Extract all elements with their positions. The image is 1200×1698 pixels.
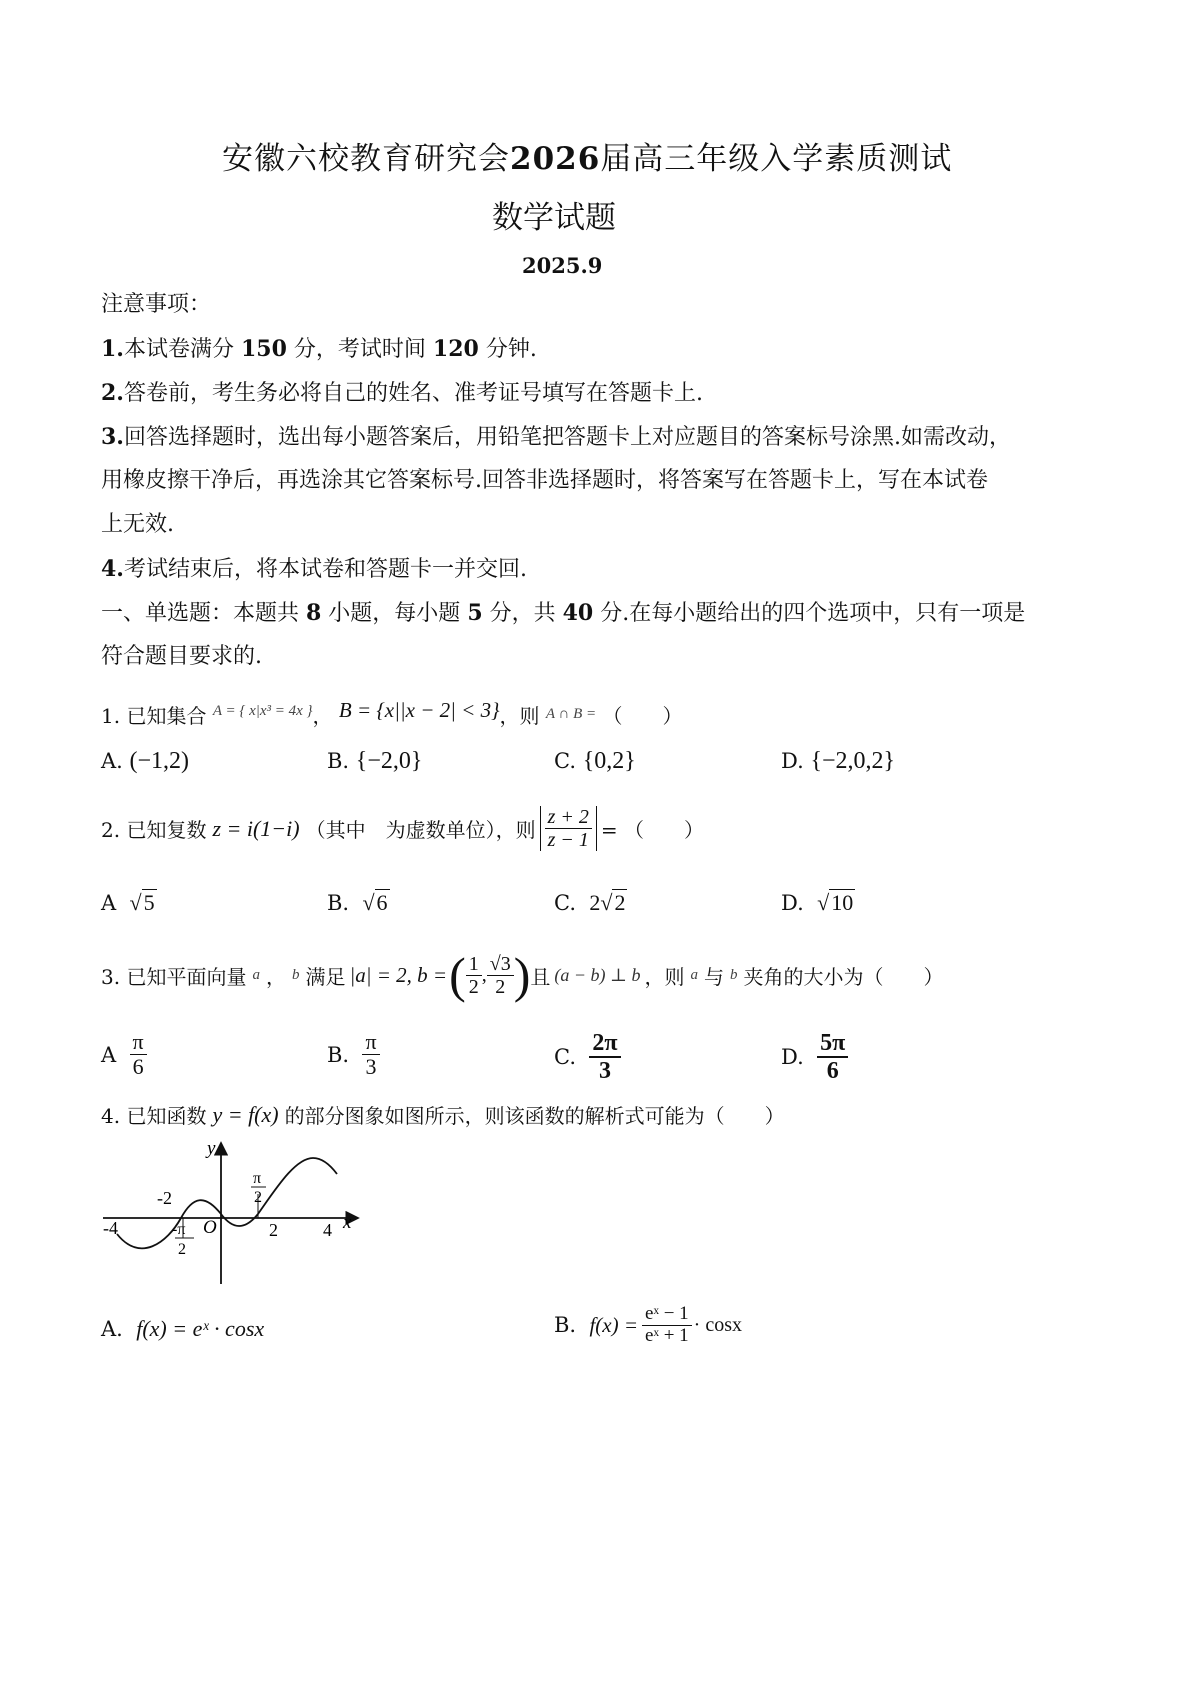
- notice-item-4: [101, 547, 527, 592]
- q3-paren-right: ): [513, 947, 531, 1003]
- tick-label-pi: π: [253, 1170, 262, 1187]
- q3-ask: 夹角的大小为（ ）: [743, 964, 944, 989]
- q3-option-a: [101, 1030, 147, 1079]
- q3-vec-y-den: 2: [495, 975, 506, 998]
- q2-frac-den: z − 1: [547, 829, 589, 851]
- q4-stem: 4. 已知函数: [101, 1104, 207, 1128]
- q1-set-a: A = { x|x³ = 4x }: [212, 703, 313, 719]
- option-label: D.: [781, 891, 804, 915]
- notice-heading: 注意事项：: [101, 292, 212, 317]
- notice-item-1: [101, 327, 537, 372]
- section-text: 一、单选题：本题共: [101, 601, 306, 626]
- q3-vec-y-num: √3: [487, 953, 514, 976]
- notice-text: 回答选择题时，选出每小题答案后，用铅笔把答题卡上对应题目的答案标号涂黑.如需改动，: [123, 425, 1011, 450]
- notice-item-2: [101, 371, 703, 416]
- option-label: C.: [554, 891, 576, 915]
- q2-option-b: B. √6: [327, 890, 388, 915]
- tick-label-2: 2: [269, 1220, 278, 1240]
- tick-label-4: 4: [323, 1220, 332, 1240]
- option-coef: 2: [589, 890, 601, 915]
- exam-date: 2025.9: [522, 253, 603, 278]
- option-label: C.: [554, 749, 576, 773]
- question-1: 1. 已知集合 $^{A = \{ x|x^3 = 4x \}}$， B = {x||x − 2| < 3}，则 $^{A \cap B =}$ （ ）: [101, 698, 683, 728]
- option-den: 6: [817, 1056, 848, 1084]
- exam-title: [222, 133, 952, 178]
- notice-text: 本试卷满分: [123, 337, 241, 362]
- q4-fn: y = f(x): [212, 1101, 279, 1127]
- q3-vec-b: b: [291, 966, 300, 983]
- section-text: 小题，每小题: [321, 601, 468, 626]
- axis-label-x: x: [343, 1212, 352, 1233]
- option-label: A: [101, 891, 117, 915]
- notice-num: 2.: [101, 380, 124, 406]
- q3-with: 与: [703, 964, 724, 989]
- option-value: {−2,0,2}: [810, 748, 896, 774]
- tick-label-neg2: -2: [157, 1188, 172, 1208]
- q4-rest: 的部分图象如图所示，则该函数的解析式可能为（ ）: [284, 1104, 785, 1128]
- option-rhs: · cosx: [693, 1313, 742, 1336]
- option-lhs: f(x) =: [589, 1312, 639, 1337]
- option-label: A.: [101, 749, 123, 773]
- notice-num: 3.: [101, 424, 124, 450]
- option-label: C.: [554, 1045, 576, 1070]
- option-label: A.: [101, 1317, 123, 1341]
- notice-text: 分钟.: [478, 337, 537, 362]
- option-label: B.: [327, 749, 350, 773]
- notice-item-3-line3: 上无效.: [101, 512, 174, 537]
- axis-label-y: y: [207, 1138, 216, 1159]
- q3-option-d: [781, 1030, 848, 1085]
- option-value: {0,2}: [582, 748, 636, 774]
- option-label: B.: [327, 891, 350, 915]
- q3-option-b: [327, 1030, 380, 1079]
- tick-label-neg4: -4: [103, 1218, 118, 1238]
- option-num: eˣ − 1: [642, 1304, 692, 1326]
- option-value: f(x) = eˣ · cosx: [136, 1316, 265, 1341]
- section-text: 分，共: [482, 601, 563, 626]
- q4-option-a: [101, 1316, 264, 1342]
- title-grade: 届高三年级入学素质测试: [600, 141, 953, 177]
- option-num: 5π: [820, 1030, 846, 1056]
- tick-label-neg-pi-den: 2: [178, 1241, 186, 1258]
- option-value: 6: [376, 890, 388, 915]
- title-school: 安徽六校教育研究会: [222, 141, 510, 177]
- notice-item-3-line2: 用橡皮擦干净后，再选涂其它答案标号.回答非选择题时，将答案写在答题卡上，写在本试卷: [101, 468, 988, 493]
- q2-frac-num: z + 2: [545, 806, 592, 829]
- option-label: A: [101, 1042, 117, 1067]
- q3-option-c: [554, 1030, 621, 1085]
- option-den: eˣ + 1: [645, 1324, 689, 1346]
- notice-score: 150: [240, 336, 287, 362]
- notice-text: 答卷前，考生务必将自己的姓名、准考证号填写在答题卡上.: [123, 381, 703, 406]
- section-total: 40: [562, 600, 594, 626]
- section-text: 分.在每小题给出的四个选项中，只有一项是: [593, 601, 1026, 626]
- option-value: (−1,2): [129, 748, 190, 774]
- tick-label-neg-pi: -π: [172, 1221, 186, 1238]
- q2-eq: = （ ）: [600, 818, 704, 842]
- q2-option-a: A √5: [101, 890, 155, 915]
- q3-vec-b2: b: [729, 966, 738, 983]
- option-den: 3: [589, 1056, 620, 1084]
- q1-set-b: B = {x||x − 2| < 3}: [338, 698, 500, 722]
- q3-perp: (a − b) ⊥ b: [554, 964, 641, 985]
- q1-stem: 1. 已知集合: [101, 704, 207, 728]
- q3-cond: |a| = 2, b =: [349, 962, 448, 987]
- q1-option-c: [554, 748, 636, 775]
- option-den: 3: [362, 1054, 379, 1079]
- option-label: B.: [554, 1313, 577, 1338]
- option-value: 5: [143, 890, 155, 915]
- q1-option-a: [101, 748, 189, 775]
- q1-paren: （ ）: [602, 704, 683, 728]
- question-2: [101, 806, 704, 851]
- option-num: π: [132, 1029, 144, 1054]
- q2-option-c: C. 2√2: [554, 890, 626, 915]
- q3-and: 且: [530, 964, 551, 989]
- q2-abs-frac: [540, 806, 597, 851]
- function-curve: [117, 1158, 337, 1248]
- option-value: {−2,0}: [355, 748, 423, 774]
- option-value: 10: [831, 890, 854, 915]
- q1-ask: A ∩ B =: [545, 706, 597, 722]
- notice-num: 1.: [101, 336, 124, 362]
- option-label: D.: [781, 1045, 804, 1070]
- option-value: 2: [614, 890, 626, 915]
- q4-function-graph: [95, 1138, 370, 1288]
- origin-label: O: [203, 1217, 217, 1238]
- option-label: B.: [327, 1042, 350, 1067]
- notice-num: 4.: [101, 556, 124, 582]
- q3-vec-a2: a: [690, 966, 698, 983]
- q3-vec-x-den: 2: [468, 975, 479, 998]
- q2-note: （其中 为虚数单位），则: [305, 818, 536, 842]
- option-num: π: [365, 1029, 377, 1054]
- q3-stem: 3. 已知平面向量: [101, 964, 247, 989]
- q2-option-d: D. √10: [781, 890, 854, 915]
- notice-text: 考试结束后，将本试卷和答题卡一并交回.: [123, 557, 527, 582]
- q3-paren-left: (: [449, 947, 466, 1003]
- exam-subtitle: 数学试题: [492, 200, 616, 236]
- q3-then: ，则: [644, 964, 685, 989]
- notice-time: 120: [432, 336, 479, 362]
- question-4: [101, 1100, 785, 1129]
- q1-option-b: [327, 748, 422, 775]
- q2-stem: 2. 已知复数: [101, 818, 207, 842]
- q1-then: ，则: [499, 704, 540, 728]
- q4-option-b: [554, 1304, 742, 1347]
- q3-sat: 满足: [305, 964, 346, 989]
- q1-option-d: [781, 748, 895, 775]
- q3-vec-a: a: [252, 966, 260, 983]
- option-label: D.: [781, 749, 804, 773]
- option-num: 2π: [592, 1030, 618, 1056]
- q2-z: z = i(1−i): [212, 815, 300, 841]
- section-heading: [101, 591, 1025, 636]
- section-points: 5: [467, 600, 483, 626]
- tick-label-pi-den: 2: [254, 1189, 262, 1206]
- q3-vec-x-num: 1: [466, 953, 482, 976]
- question-3: 3. 已知平面向量 a ， b 满足 |a| = 2, b = ( $\frac{1}{2}$ , $\frac{√3}{2}$ ) 且 (a − b) ⊥ b ，则 a 与 b 夹角的大小为（ ）: [101, 947, 944, 1003]
- notice-item-3: [101, 415, 1011, 460]
- notice-text: 分，考试时间: [286, 337, 433, 362]
- section-heading-line2: 符合题目要求的.: [101, 644, 262, 669]
- section-count: 8: [306, 600, 322, 626]
- title-year: 2026: [510, 141, 601, 177]
- option-den: 6: [130, 1054, 147, 1079]
